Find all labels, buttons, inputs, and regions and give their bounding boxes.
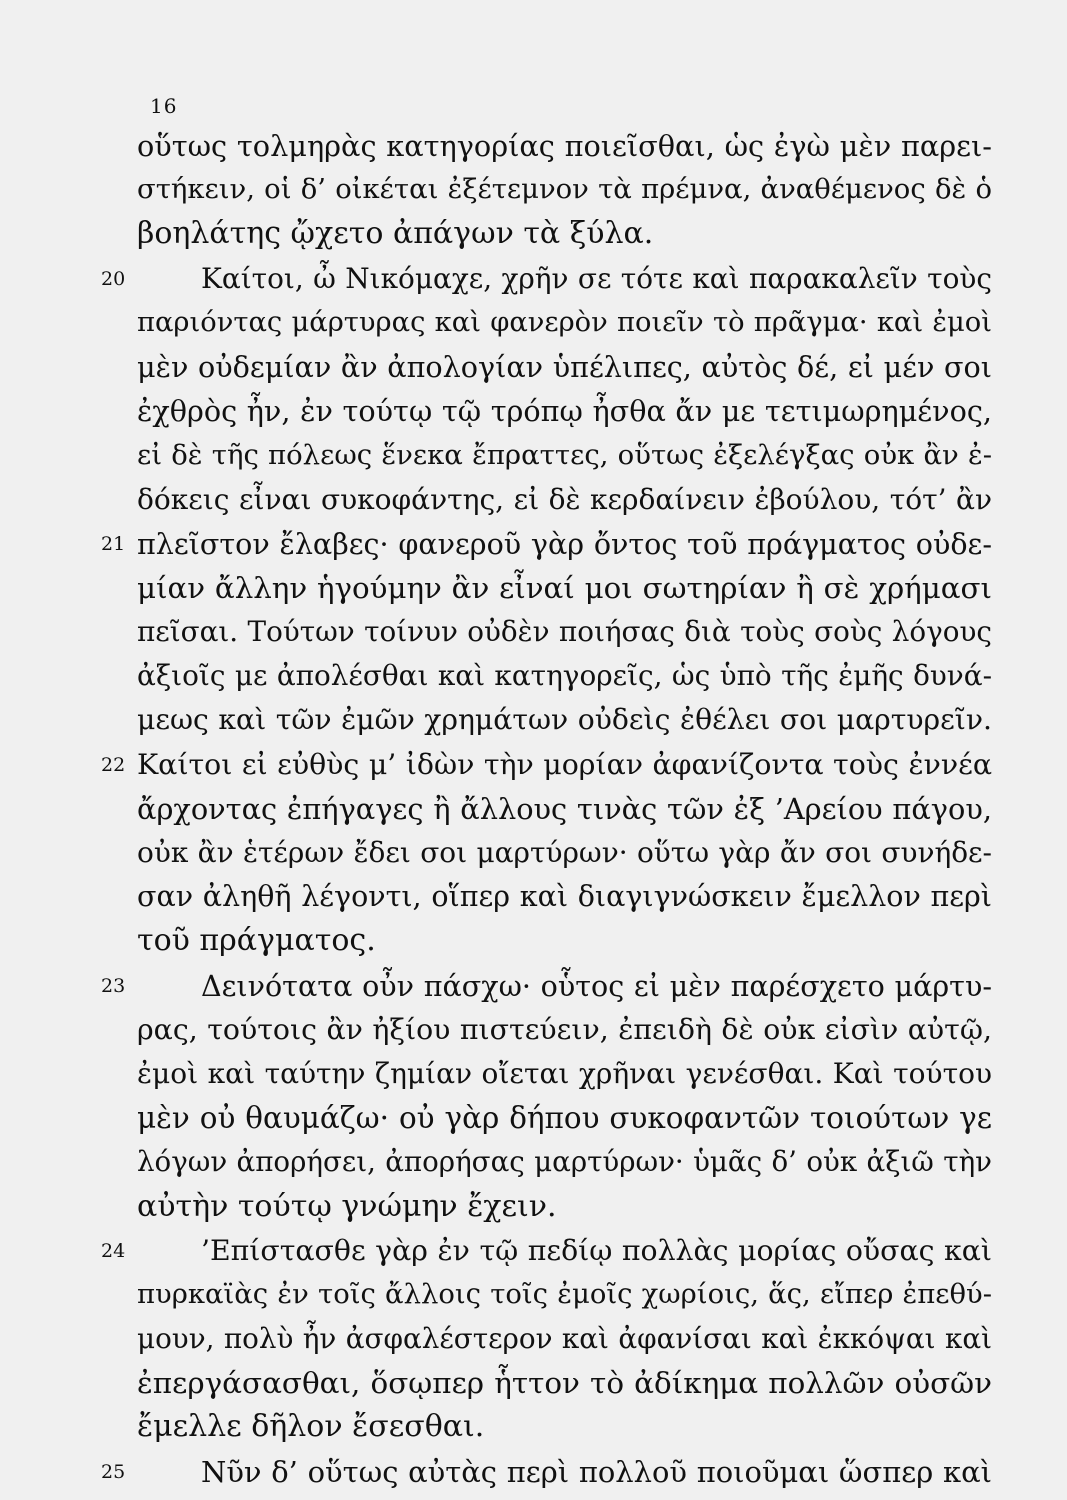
- section-number: 23: [101, 974, 126, 997]
- text-line: [137, 1052, 992, 1096]
- line-text: Δεινότατα οὖν πάσχω· οὗτος εἰ μὲν παρέσχετο μάρτυ-: [201, 968, 992, 1003]
- text-line: [137, 831, 992, 875]
- text-line: [101, 257, 992, 301]
- line-text: ἔμελλε δῆλον ἔσεσθαι.: [137, 1409, 485, 1445]
- line-text: τοῦ πράγματος.: [137, 923, 376, 959]
- text-line: [137, 654, 992, 698]
- line-text: στήκειν, οἱ δ’ οἰκέται ἐξέτεμνον τὰ πρέμνα, ἀναθέμενος δὲ ὁ: [137, 174, 992, 206]
- text-line: [137, 1185, 992, 1229]
- line-text: σαν ἀληθῆ λέγοντι, οἵπερ καὶ διαγιγνώσκειν ἔμελλον περὶ: [137, 880, 992, 914]
- line-text: οὐκ ἂν ἑτέρων ἔδει σοι μαρτύρων· οὕτω γὰρ ἄν σοι συνήδε-: [137, 836, 992, 869]
- text-line: [137, 1273, 992, 1317]
- line-text: μὲν οὐδεμίαν ἂν ἀπολογίαν ὑπέλιπες, αὐτὸς δέ, εἰ μέν σοι: [137, 349, 992, 384]
- text-line: [137, 478, 992, 522]
- text-line: [137, 433, 992, 477]
- text-line: [137, 1008, 992, 1052]
- text-line: [137, 787, 992, 831]
- line-text: μὲν οὐ θαυμάζω· οὐ γὰρ δήπου συκοφαντῶν τοιούτων γε: [137, 1101, 992, 1136]
- section-number: 24: [101, 1239, 126, 1262]
- text-line: [137, 124, 992, 168]
- text-line: [137, 345, 992, 389]
- text-line: [137, 389, 992, 433]
- text-line: [137, 168, 992, 212]
- page-number: 16: [150, 94, 178, 118]
- text-line: [137, 919, 992, 963]
- line-text: οὕτως τολμηρὰς κατηγορίας ποιεῖσθαι, ὡς ἐγὼ μὲν παρει-: [137, 129, 992, 163]
- line-text: βοηλάτης ᾤχετο ἀπάγων τὰ ξύλα.: [137, 216, 654, 252]
- text-line: [137, 698, 992, 742]
- line-text: ἄρχοντας ἐπήγαγες ἢ ἄλλους τινὰς τῶν ἐξ ’Αρείου πάγου,: [137, 791, 992, 826]
- text-line: [101, 743, 992, 787]
- line-text: Καίτοι εἰ εὐθὺς μ’ ἰδὼν τὴν μορίαν ἀφανίζοντα τοὺς ἐννέα: [137, 747, 992, 781]
- text-line: [137, 1405, 992, 1449]
- line-text: εἰ δὲ τῆς πόλεως ἕνεκα ἔπραττες, οὕτως ἐξελέγξας οὐκ ἂν ἐ-: [137, 439, 992, 472]
- text-line: [137, 1140, 992, 1184]
- line-text: ἐμοὶ καὶ ταύτην ζημίαν οἴεται χρῆναι γενέσθαι. Καὶ τούτου: [137, 1056, 992, 1090]
- line-text: ἀξιοῖς με ἀπολέσθαι καὶ κατηγορεῖς, ὡς ὑπὸ τῆς ἐμῆς δυνά-: [137, 659, 992, 693]
- text-line: [137, 1317, 992, 1361]
- section-number: 21: [101, 532, 126, 555]
- line-text: μουν, πολὺ ἦν ἀσφαλέστερον καὶ ἀφανίσαι καὶ ἐκκόψαι καὶ: [137, 1322, 992, 1356]
- line-text: λόγων ἀπορήσει, ἀπορήσας μαρτύρων· ὑμᾶς δ’ οὐκ ἀξιῶ τὴν: [137, 1145, 992, 1179]
- line-text: δόκεις εἶναι συκοφάντης, εἰ δὲ κερδαίνειν ἐβούλου, τότ’ ἂν: [137, 482, 992, 516]
- line-text: ἐχθρὸς ἦν, ἐν τούτῳ τῷ τρόπῳ ἦσθα ἄν με τετιμωρημένος,: [137, 394, 992, 429]
- text-line: [137, 610, 992, 654]
- line-text: ἐπεργάσασθαι, ὅσῳπερ ἧττον τὸ ἀδίκημα πολλῶν οὐσῶν: [137, 1366, 992, 1401]
- greek-text-body: [101, 124, 992, 1494]
- line-text: πλεῖστον ἔλαβες· φανεροῦ γὰρ ὄντος τοῦ πράγματος οὐδε-: [137, 526, 992, 561]
- line-text: ’Επίστασθε γὰρ ἐν τῷ πεδίῳ πολλὰς μορίας οὔσας καὶ: [201, 1233, 992, 1267]
- text-line: [137, 566, 992, 610]
- line-text: Καίτοι, ὦ Νικόμαχε, χρῆν σε τότε καὶ παρακαλεῖν τοὺς: [201, 261, 992, 295]
- line-text: πεῖσαι. Τούτων τοίνυν οὐδὲν ποιήσας διὰ τοὺς σοὺς λόγους: [137, 615, 992, 649]
- text-line: [101, 964, 992, 1008]
- text-line: [101, 522, 992, 566]
- line-text: μεως καὶ τῶν ἐμῶν χρημάτων οὐδεὶς ἐθέλει σοι μαρτυρεῖν.: [137, 703, 992, 737]
- section-number: 22: [101, 753, 126, 776]
- text-line: [101, 1450, 992, 1494]
- text-line: [137, 1096, 992, 1140]
- line-text: παριόντας μάρτυρας καὶ φανερὸν ποιεῖν τὸ πρᾶγμα· καὶ ἐμοὶ: [137, 306, 992, 338]
- text-line: [137, 212, 992, 256]
- text-line: [137, 1361, 992, 1405]
- line-text: αὐτὴν τούτῳ γνώμην ἔχειν.: [137, 1188, 557, 1224]
- line-text: Νῦν δ’ οὕτως αὐτὰς περὶ πολλοῦ ποιοῦμαι ὥσπερ καὶ: [201, 1454, 992, 1489]
- line-text: μίαν ἄλλην ἡγούμην ἂν εἶναί μοι σωτηρίαν ἢ σὲ χρήμασι: [137, 570, 992, 605]
- line-text: πυρκαϊὰς ἐν τοῖς ἄλλοις τοῖς ἐμοῖς χωρίοις, ἅς, εἴπερ ἐπεθύ-: [137, 1278, 992, 1310]
- text-line: [137, 875, 992, 919]
- text-line: [101, 1229, 992, 1273]
- section-number: 25: [101, 1460, 126, 1483]
- line-text: ρας, τούτοις ἂν ἠξίου πιστεύειν, ἐπειδὴ δὲ οὐκ εἰσὶν αὐτῷ,: [137, 1012, 992, 1046]
- section-number: 20: [101, 267, 126, 290]
- text-line: [137, 301, 992, 345]
